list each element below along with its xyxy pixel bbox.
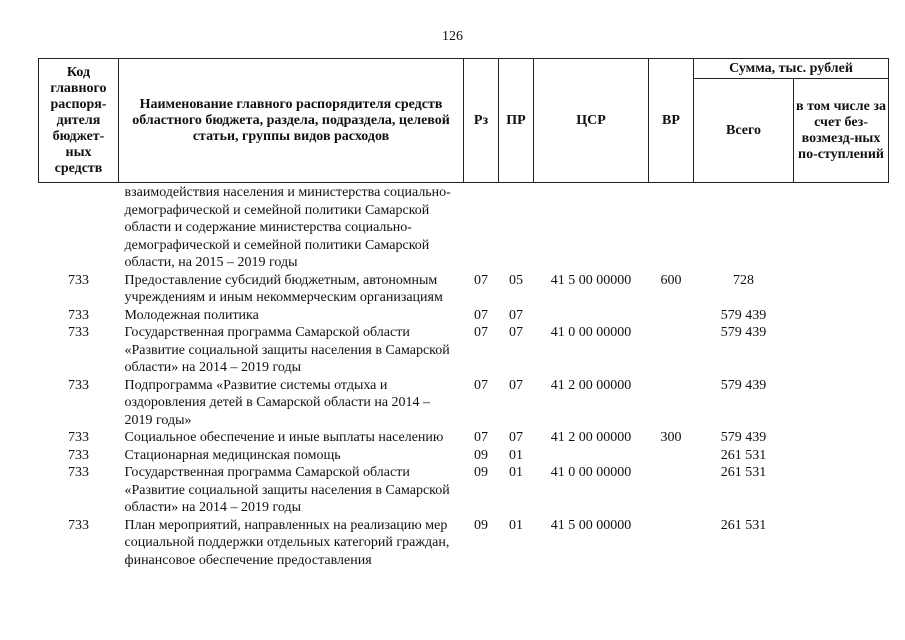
header-pr: ПР <box>499 59 534 183</box>
cell-gratuitous <box>794 464 889 517</box>
cell-rz: 09 <box>474 447 488 463</box>
cell-pr: 07 <box>509 325 523 340</box>
cell-gratuitous <box>794 377 889 430</box>
cell-total: 728 <box>733 272 754 288</box>
cell-pr: 07 <box>509 307 523 323</box>
cell-pr <box>499 183 534 272</box>
cell-rz: 07 <box>474 430 488 445</box>
cell-code: 733 <box>68 325 89 340</box>
cell-vr <box>649 377 694 430</box>
cell-vr <box>649 183 694 272</box>
cell-code <box>39 183 119 272</box>
cell-rz: 07 <box>474 272 488 288</box>
cell-rz: 07 <box>474 377 488 393</box>
cell-name: взаимодействия населения и министерства социально-демографической и семейной политики Самарской области и содержание министерства социально-демографической и семейной политики Самарской области, на 2015 – 2019 годы <box>124 185 451 270</box>
cell-total: 261 531 <box>720 517 767 533</box>
table-row <box>39 447 889 465</box>
cell-pr: 01 <box>509 465 523 480</box>
cell-rz: 07 <box>474 325 488 340</box>
cell-code: 733 <box>68 465 89 480</box>
cell-csr: 41 5 00 00000 <box>550 517 632 533</box>
cell-name: Государственная программа Самарской области «Развитие социальной защиты населения в Самарской области» на 2014 – 2019 годы <box>124 325 450 375</box>
cell-rz: 09 <box>474 465 488 480</box>
cell-name: Предоставление субсидий бюджетным, автономным учреждениям и иным некоммерческим организациям <box>124 272 443 305</box>
header-gratuitous: в том числе за счет без-возмезд-ных по-ступлений <box>794 79 889 183</box>
table-row <box>39 272 889 307</box>
cell-pr: 01 <box>509 517 523 533</box>
cell-total: 579 439 <box>720 325 767 340</box>
cell-name: Молодежная политика <box>124 307 259 323</box>
cell-code: 733 <box>68 377 89 393</box>
cell-gratuitous <box>794 307 889 325</box>
cell-total: 261 531 <box>720 465 767 480</box>
cell-rz: 07 <box>474 307 488 323</box>
table-row <box>39 517 889 570</box>
cell-name: Подпрограмма «Развитие системы отдыха и оздоровления детей в Самарской области на 2014 – 2019 годы» <box>124 377 431 428</box>
cell-gratuitous <box>794 324 889 377</box>
cell-vr <box>649 324 694 377</box>
cell-name: План мероприятий, направленных на реализацию мер социальной поддержки отдельных категорий граждан, финансовое обеспечение предоставления <box>124 517 450 568</box>
cell-gratuitous <box>794 447 889 465</box>
cell-csr: 41 2 00 00000 <box>550 377 632 393</box>
page-number: 126 <box>442 29 463 44</box>
cell-csr <box>534 447 649 465</box>
table-row <box>39 324 889 377</box>
cell-code: 733 <box>68 447 89 463</box>
cell-csr <box>534 183 649 272</box>
header-code: Код главного распоря-дителя бюджет-ных средств <box>39 59 119 183</box>
header-name: Наименование главного распорядителя средств областного бюджета, раздела, подраздела, целевой статьи, группы видов расходов <box>119 59 464 183</box>
cell-csr: 41 0 00 00000 <box>550 325 632 340</box>
cell-csr <box>534 307 649 325</box>
budget-table <box>38 58 889 569</box>
table-row <box>39 429 889 447</box>
cell-name: Государственная программа Самарской области «Развитие социальной защиты населения в Самарской области» на 2014 – 2019 годы <box>124 465 450 515</box>
cell-vr <box>649 517 694 570</box>
cell-gratuitous <box>794 183 889 272</box>
cell-vr <box>649 464 694 517</box>
cell-gratuitous <box>794 272 889 307</box>
cell-code: 733 <box>68 272 89 288</box>
cell-gratuitous <box>794 429 889 447</box>
table-row <box>39 183 889 272</box>
cell-total: 579 439 <box>720 307 767 323</box>
header-rz: Рз <box>464 59 499 183</box>
cell-code: 733 <box>68 430 89 445</box>
cell-total: 579 439 <box>720 377 767 393</box>
cell-rz <box>464 183 499 272</box>
cell-gratuitous <box>794 517 889 570</box>
table-row <box>39 307 889 325</box>
cell-code: 733 <box>68 517 89 533</box>
cell-total: 579 439 <box>720 430 767 445</box>
cell-code: 733 <box>68 307 89 323</box>
cell-name: Стационарная медицинская помощь <box>124 447 341 463</box>
cell-pr: 07 <box>509 430 523 445</box>
cell-total: 261 531 <box>720 447 767 463</box>
cell-rz: 09 <box>474 517 488 533</box>
cell-csr: 41 0 00 00000 <box>550 465 632 480</box>
header-total: Всего <box>694 79 794 183</box>
cell-vr: 300 <box>660 430 682 445</box>
cell-vr: 600 <box>660 272 682 288</box>
cell-vr <box>649 307 694 325</box>
table-row <box>39 464 889 517</box>
header-csr: ЦСР <box>534 59 649 183</box>
cell-name: Социальное обеспечение и иные выплаты населению <box>124 430 444 445</box>
cell-pr: 07 <box>509 377 523 393</box>
cell-vr <box>649 447 694 465</box>
cell-csr: 41 2 00 00000 <box>550 430 632 445</box>
cell-pr: 05 <box>509 272 523 288</box>
table-row <box>39 377 889 430</box>
cell-total <box>694 183 794 272</box>
cell-pr: 01 <box>509 447 523 463</box>
cell-csr: 41 5 00 00000 <box>550 272 632 288</box>
header-sum: Сумма, тыс. рублей <box>694 59 889 79</box>
header-vr: ВР <box>649 59 694 183</box>
